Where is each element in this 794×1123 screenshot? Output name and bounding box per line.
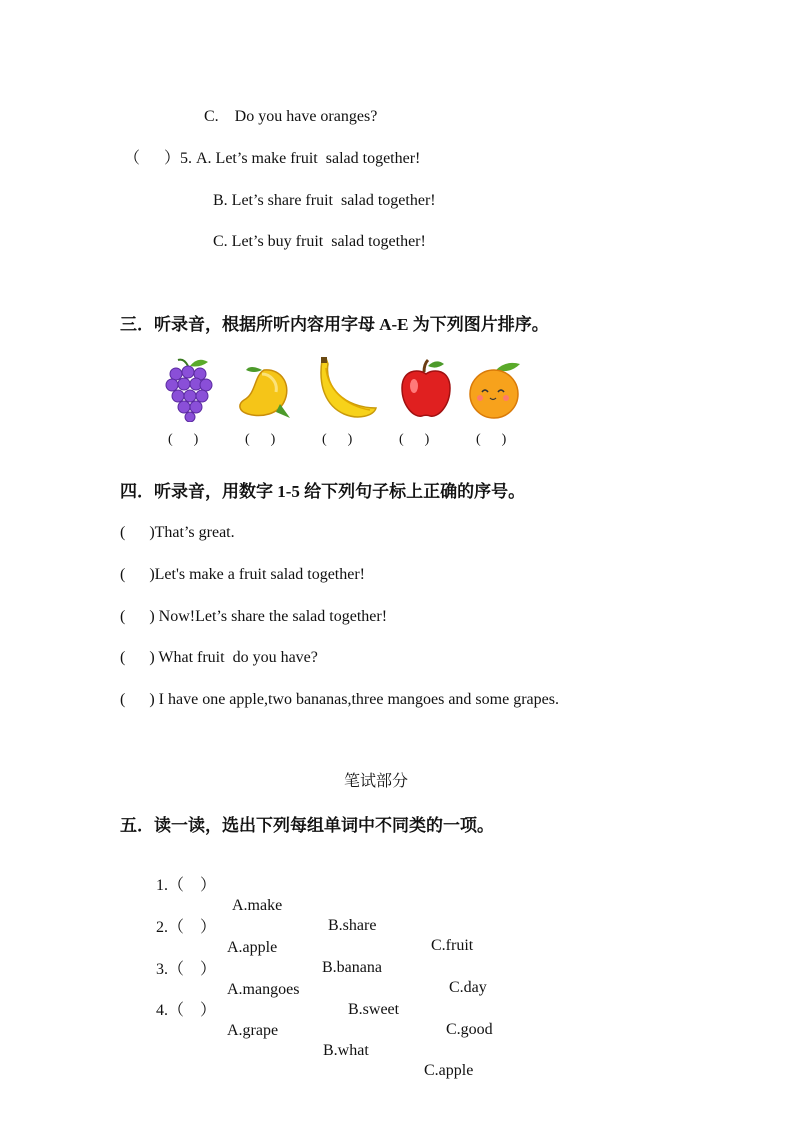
option-c: C.fruit [431,937,474,954]
apple-answer-blank[interactable]: ( ) [399,432,430,447]
option-a: A.apple [227,939,278,956]
sentence-item: ( ) I have one apple,two bananas,three mangoes and some grapes. [120,691,559,708]
question-number: 4.（ ） [156,1002,217,1019]
sentence-item: ( )Let's make a fruit salad together! [120,566,366,583]
q5-option-b: B. Let’s share fruit salad together! [213,192,436,209]
sentence-item: ( )That’s great. [120,524,235,541]
option-c: C.day [449,979,487,996]
grapes-image [158,356,222,422]
option-b: B.share [328,917,377,934]
q5-option-a: （ ）5. A. Let’s make fruit salad together! [124,150,421,167]
written-part-title: 笔试部分 [344,773,409,790]
question-number: 2.（ ） [156,919,217,936]
orange-image [466,356,530,422]
question-number: 1.（ ） [156,877,217,894]
banana-answer-blank[interactable]: ( ) [322,432,353,447]
option-c: C.apple [424,1062,474,1079]
sentence-item: ( ) What fruit do you have? [120,649,318,666]
orange-answer-blank[interactable]: ( ) [476,432,507,447]
banana-image [314,356,378,422]
section4-heading: 四．听录音，用数字 1-5 给下列句子标上正确的序号。 [120,482,526,501]
option-a: A.grape [227,1022,279,1039]
mango-answer-blank[interactable]: ( ) [245,432,276,447]
sentence-item: ( ) Now!Let’s share the salad together! [120,608,388,625]
apple-image [394,356,458,422]
q5-option-c: C. Let’s buy fruit salad together! [213,233,426,250]
section3-heading: 三．听录音，根据所听内容用字母 A-E 为下列图片排序。 [120,315,549,334]
question-number: 3.（ ） [156,961,217,978]
section5-heading: 五．读一读，选出下列每组单词中不同类的一项。 [120,816,494,835]
option-a: A.mangoes [227,981,300,998]
mango-image [232,356,296,422]
option-c: C.good [446,1021,493,1038]
option-b: B.banana [322,959,382,976]
option-b: B.sweet [348,1001,400,1018]
q4-option-c: C. Do you have oranges? [204,108,378,125]
grapes-answer-blank[interactable]: ( ) [168,432,199,447]
option-a: A.make [232,897,283,914]
option-b: B.what [323,1042,369,1059]
